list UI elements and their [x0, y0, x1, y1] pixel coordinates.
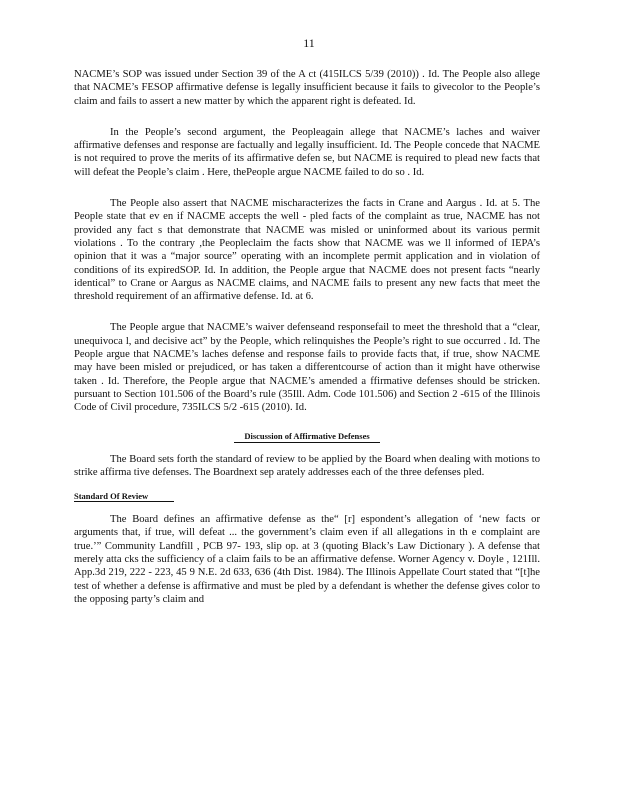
paragraph-standard-intro: The Board sets forth the standard of review to be applied by the Board when dealing with motions to strike affirma tive defenses. The Boardnext sep arately addresses each of the three defenses pled. — [74, 453, 540, 478]
subsection-heading-standard — [74, 491, 540, 501]
heading-standard-text: Standard Of Review — [74, 491, 174, 502]
document-body — [74, 68, 540, 606]
paragraph-mischaracterization: The People also assert that NACME mischaracterizes the facts in Crane and Aargus . Id. at 5. The People state that ev en if NACME accepts the well - pled facts of the complaint as true, NACME has not provided any fact s that demonstrate that NACME was misled or uninformed about its various permit violations . To the contrary ,the Peopleclaim the facts show that NACME was we ll informed of IEPA’s opinion that it was a “major source” operating with an incomplete permit application and in violation of conditions of its expiredSOP. Id. In addition, the People argue that NACME does not present facts “nearly identical” to Crane or Aargus as NACME claims, and NACME fails to present any new facts that meet the threshold requirement of an affirmative defense. Id. at 6. — [74, 198, 540, 303]
paragraph-affirmative-defense-definition: The Board defines an affirmative defense as the“ [r] espondent’s allegation of ‘new facts or arguments that, if true, will defeat ... the government’s claim even if all allegations in th e complaint are true.’” Community Landfill , PCB 97- 193, slip op. at 3 (quoting Black’s Law Dictionary ). A defense that merely atta cks the sufficiency of a claim fails to be an affirmative defense. Worner Agency v. Doyle , 121Ill. App.3d 219, 222 - 223, 45 9 N.E. 2d 633, 636 (4th Dist. 1984). The Illinois Appellate Court stated that “[t]he test of whether a defense is affirmative and must be pled by a defendant is whether the defense gives color to the opposing party’s claim and — [74, 514, 540, 605]
heading-discussion-text: Discussion of Affirmative Defenses — [234, 431, 379, 443]
paragraph-second-argument: In the People’s second argument, the Peopleagain allege that NACME’s laches and waiver affirmative defenses and response are factually and legally insufficient. Id. The People concede that NACME is not required to prove the merits of its affirmative defen se, but NACME is required to plead new facts that will defeat the People’s claim . Here, thePeople argue NACME failed to do so . Id. — [74, 126, 540, 178]
paragraph-waiver-laches: The People argue that NACME’s waiver defenseand responsefail to meet the threshold that a “clear, unequivoca l, and decisive act” by the People, which relinquishes the People’s right to sue occurred . Id. The People argue that NACME’s laches defense and response fails to provide facts that, if true, show NACME may have been misled or prejudiced, or has taken a differentcourse of action than it might have otherwise taken . Id. Therefore, the People argue that NACME’s amended a ffirmative defenses should be stricken. pursuant to Section 101.506 of the Board’s rule (35Ill. Adm. Code 101.506) and Section 2 -615 of the Illinois Code of Civil procedure, 735ILCS 5/2 -615 (2010). Id. — [74, 322, 540, 414]
paragraph-fesop-argument: NACME’s SOP was issued under Section 39 of the A ct (415ILCS 5/39 (2010)) . Id. The People also allege that NACME’s FESOP affirmative defense is legally insufficient because it fails to givecolor to the People’s claim and fails to assert a new matter by which the apparent right is defeated. Id. — [74, 69, 540, 107]
section-heading-discussion — [74, 431, 540, 441]
page-number: 11 — [303, 36, 315, 50]
